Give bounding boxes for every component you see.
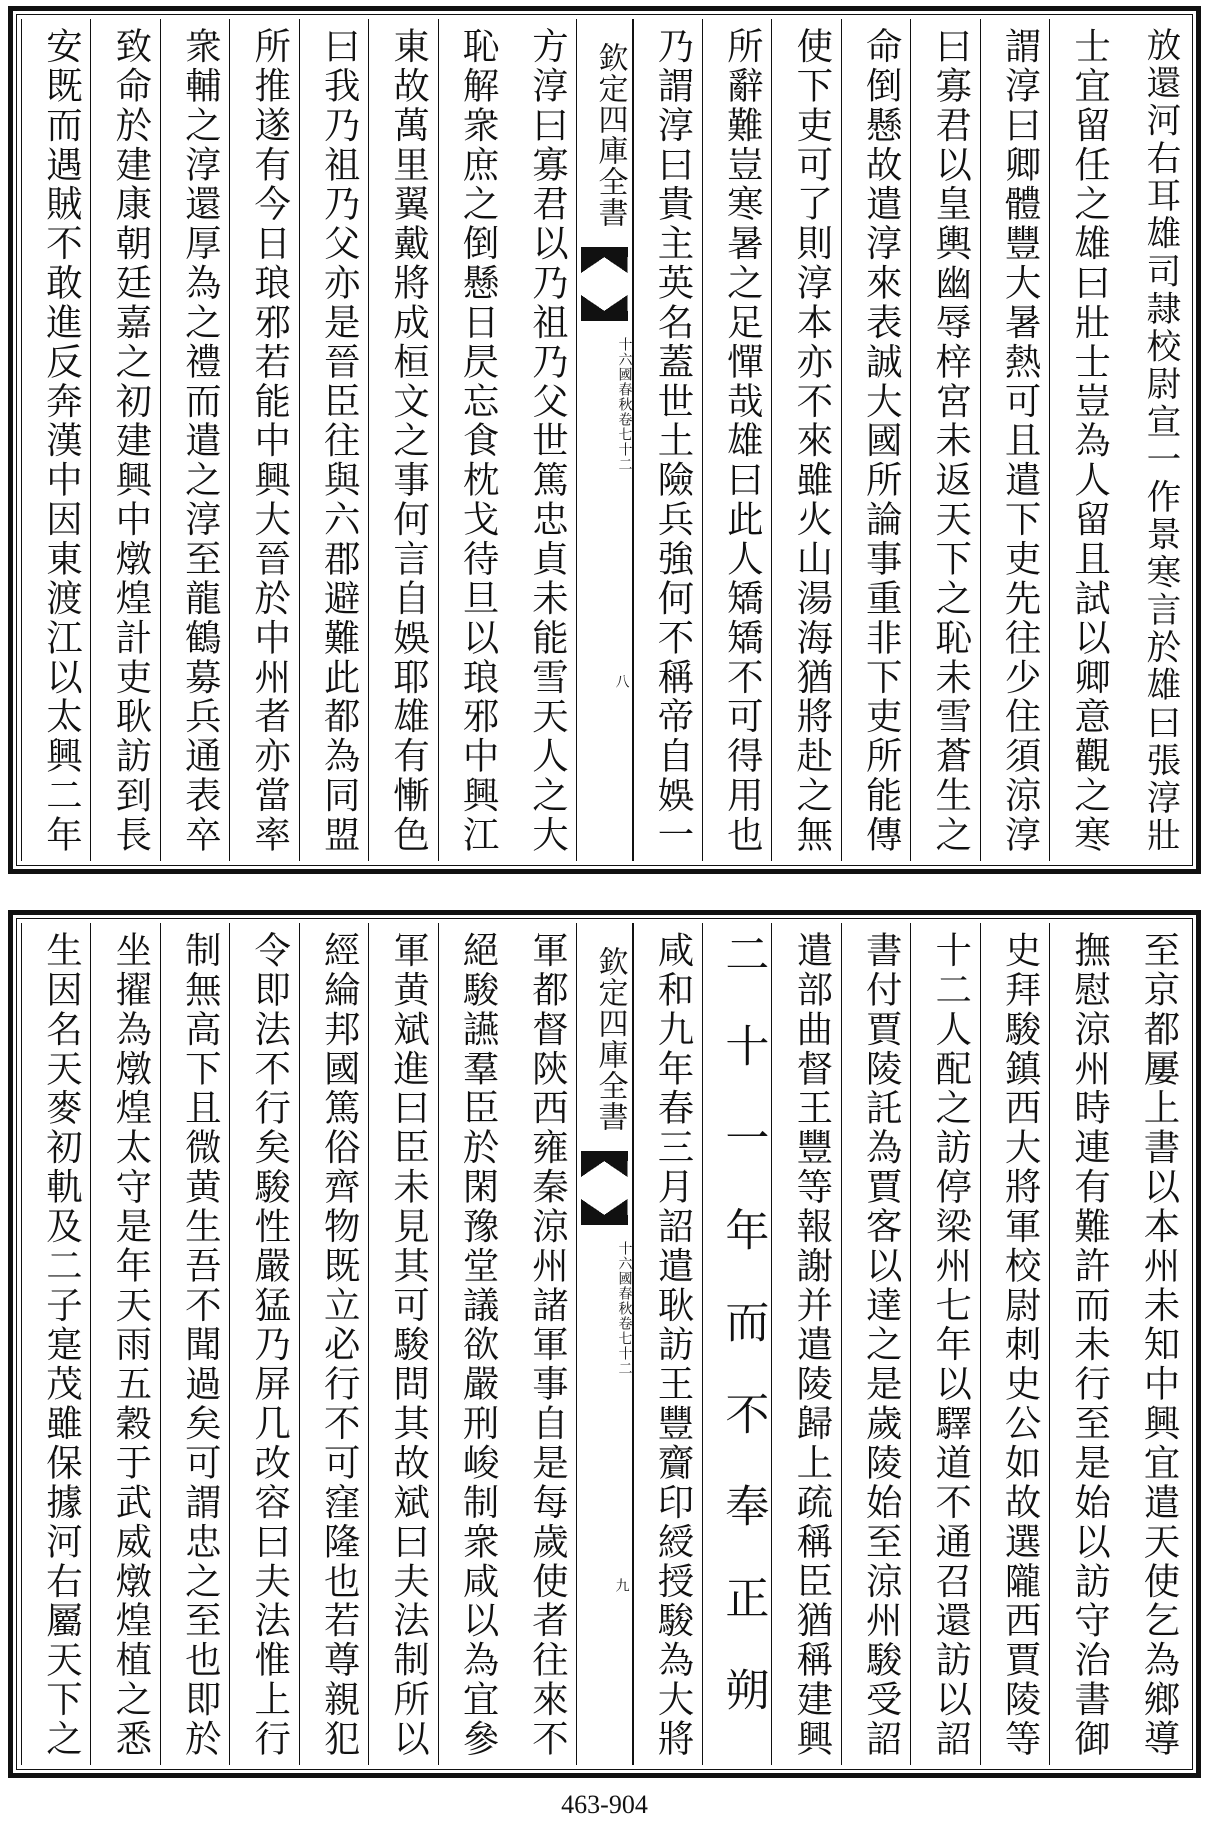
bottom-text-column: 絕駿讌羣臣於閑豫堂議欲嚴刑峻制衆咸以為宜參 — [438, 923, 507, 1765]
top-gutter — [576, 19, 632, 861]
top-gutter-folio: 八 — [613, 674, 630, 688]
bottom-gutter-volume: 卷七十二 — [616, 1316, 633, 1376]
bottom-text-column: 撫慰涼州時連有難許而未行至是始以訪守治書御 — [1049, 923, 1118, 1765]
top-fishtail-upper-icon — [581, 247, 627, 273]
top-gutter-section — [577, 337, 631, 472]
bottom-text-column: 坐擢為燉煌太守是年天雨五穀于武威燉煌植之悉 — [90, 923, 159, 1765]
top-text-column: 士宜留任之雄曰壯士豈為人留且試以卿意觀之寒 — [1049, 19, 1118, 861]
top-text-column: 命倒懸故遣淳來表誠大國所論事重非下吏所能傳 — [841, 19, 910, 861]
top-gutter-book-name: 十六國春秋 — [616, 337, 633, 412]
bottom-fishtail-upper-icon — [581, 1151, 627, 1177]
bottom-gutter — [576, 923, 632, 1765]
top-gutter-title: 欽定四庫全書 — [592, 42, 628, 228]
bottom-text-column: 遣部曲督王豐等報謝并遣陵歸上疏稱臣猶稱建興 — [771, 923, 840, 1765]
top-text-column: 方淳曰寡君以乃祖乃父世篤忠貞未能雪天人之大 — [526, 27, 570, 855]
top-text-column: 安既而遇賊不敢進反奔漢中因東渡江以太興二年 — [21, 19, 90, 861]
top-text-column: 謂淳曰卿體豐大暑熱可且遣下吏先往少住須涼淳 — [980, 19, 1049, 861]
bottom-text-column: 經綸邦國篤俗齊物既立必行不可窪隆也若尊親犯 — [299, 923, 368, 1765]
top-text-column: 曰寡君以皇輿幽辱梓宮未返天下之恥未雪蒼生之 — [910, 19, 979, 861]
top-text-column: 放還河右耳雄司隷校尉宣一作景寒言於雄曰張淳壯 — [1139, 27, 1180, 855]
top-text-column: 乃謂淳曰貴主英名蓋世土險兵強何不稱帝自娛一 — [633, 19, 702, 861]
top-text-column: 恥解衆庶之倒懸日昃忘食枕戈待旦以琅邪中興江 — [438, 19, 507, 861]
top-text-column: 東故萬里翼戴將成桓文之事何言自娛耶雄有慚色 — [368, 19, 437, 861]
bottom-gutter-title: 欽定四庫全書 — [592, 946, 628, 1132]
bottom-text-column: 令即法不行矣駿性嚴猛乃屏几改容曰夫法惟上行 — [229, 923, 298, 1765]
bottom-text-column: 史拜駿鎮西大將軍校尉刺史公如故選隴西賈陵等 — [980, 923, 1049, 1765]
top-gutter-volume: 卷七十二 — [616, 412, 633, 472]
top-page-frame — [8, 6, 1201, 874]
top-page-columns — [21, 19, 1188, 861]
top-text-column: 所辭難豈寒暑之足憚哉雄曰此人矯矯不可得用也 — [702, 19, 771, 861]
top-text-column: 使下吏可了則淳本亦不來雖火山湯海猶將赴之無 — [771, 19, 840, 861]
bottom-text-column: 書付賈陵託為賈客以達之是歲陵始至涼州駿受詔 — [841, 923, 910, 1765]
page-number: 463-904 — [561, 1790, 648, 1819]
bottom-page-frame — [8, 910, 1201, 1778]
bottom-text-column: 軍黄斌進曰臣未見其可駿問其故斌曰夫法制所以 — [368, 923, 437, 1765]
bottom-text-column: 二十一年而不奉正朔 — [702, 923, 771, 1765]
bottom-text-column: 咸和九年春三月詔遣耿訪王豐齎印綬授駿為大將 — [633, 923, 702, 1765]
bottom-gutter-section — [577, 1241, 631, 1376]
bottom-text-column: 十二人配之訪停梁州七年以驛道不通召還訪以詔 — [910, 923, 979, 1765]
top-fishtail-lower-icon — [581, 295, 627, 321]
bottom-fishtail-lower-icon — [581, 1199, 627, 1225]
bottom-text-column: 生因名天麥初軌及二子寔茂雖保據河右屬天下之 — [21, 923, 90, 1765]
top-text-column: 致命於建康朝廷嘉之初建興中燉煌計吏耿訪到長 — [90, 19, 159, 861]
top-text-column: 所推遂有今日琅邪若能中興大晉於中州者亦當率 — [229, 19, 298, 861]
bottom-text-column: 軍都督陝西雍秦涼州諸軍事自是每歲使者往來不 — [526, 931, 570, 1759]
bottom-gutter-book-name: 十六國春秋 — [616, 1241, 633, 1316]
bottom-gutter-folio: 九 — [613, 1578, 630, 1592]
bottom-page-columns — [21, 923, 1188, 1765]
top-text-column: 曰我乃祖乃父亦是晉臣往與六郡避難此都為同盟 — [299, 19, 368, 861]
bottom-text-column: 至京都屢上書以本州未知中興宜遣天使乞為鄉導 — [1137, 931, 1181, 1759]
bottom-text-column: 制無高下且微黄生吾不聞過矣可謂忠之至也即於 — [160, 923, 229, 1765]
top-text-column: 衆輔之淳還厚為之禮而遣之淳至龍鶴募兵通表卒 — [160, 19, 229, 861]
